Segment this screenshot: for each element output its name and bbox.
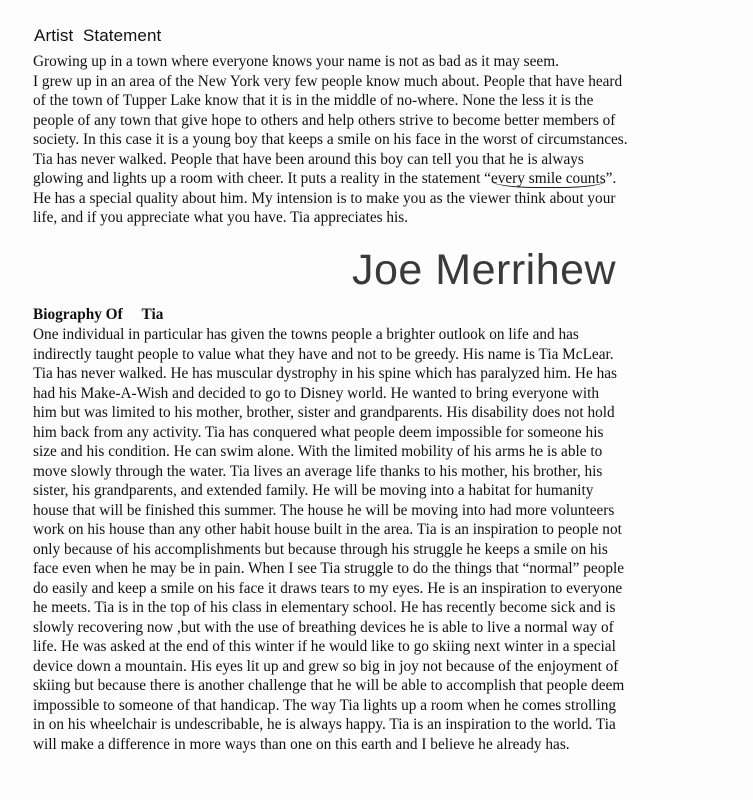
statement-line: I grew up in an area of the New York very few people know much about. People that have heard	[33, 72, 623, 90]
biography-line: him back from any activity. Tia has conquered what people deem impossible for someone his	[33, 423, 604, 441]
biography-line: only because of his accomplishments but because through his struggle he keeps a smile on his	[33, 540, 608, 558]
statement-line-with-quote	[33, 169, 745, 189]
biography-line: do easily and keep a smile on his face it draws tears to my eyes. He is an inspiration to everyone	[33, 579, 623, 597]
biography-body	[33, 325, 745, 754]
statement-line: Growing up in a town where everyone knows your name is not as bad as it may seem.	[33, 53, 559, 70]
biography-line: in on his wheelchair is undescribable, he is always happy. Tia is an inspiration to the world. Tia	[33, 716, 616, 733]
biography-line: will make a difference in more ways than one on this earth and I believe he already has.	[33, 735, 570, 753]
biography-line: impossible to someone of that handicap. The way Tia lights up a room when he comes strolling	[33, 696, 617, 714]
statement-line: people of any town that give hope to others and help others strive to become better members of	[33, 111, 616, 129]
biography-line: move slowly through the water. Tia lives an average life thanks to his mother, his brother, his	[33, 462, 603, 480]
statement-line: He has a special quality about him. My intension is to make you as the viewer think about your	[33, 189, 616, 207]
underlined-phrase: every smile counts	[490, 170, 606, 187]
biography-line: life. He was asked at the end of this winter if he would like to go skiing next winter in a special	[33, 638, 616, 655]
biography-line: Tia has never walked. He has muscular dystrophy in his spine which has paralyzed him. He has	[33, 365, 617, 382]
biography-line: work on his house than any other habit house built in the area. Tia is an inspiration to people not	[33, 521, 622, 538]
biography-line: sister, his grandparents, and extended family. He will be moving into a habitat for humanity	[33, 482, 594, 499]
biography-line: he meets. Tia is in the top of his class in elementary school. He has recently become sick and is	[33, 599, 616, 616]
biography-line: One individual in particular has given the towns people a brighter outlook on life and has	[33, 326, 579, 343]
biography-line: skiing but because there is another challenge that he will be able to accomplish that people deem	[33, 677, 625, 694]
biography-line: slowly recovering now ,but with the use of breathing devices he is able to live a normal way of	[33, 618, 614, 636]
statement-line-end: ”.	[605, 170, 617, 187]
statement-line-start: glowing and lights up a room with cheer. It puts a reality in the statement “	[33, 170, 491, 187]
biography-line: face even when he may be in pain. When I see Tia struggle to do the things that “normal” people	[33, 560, 625, 577]
statement-line: of the town of Tupper Lake know that it is in the middle of no-where. None the less it is the	[33, 92, 594, 109]
statement-line: society. In this case it is a young boy that keeps a smile on his face in the worst of circumstances.	[33, 131, 628, 148]
artist-name-signature: Joe Merrihew	[352, 246, 617, 294]
biography-line: size and his condition. He can swim alone. With the limited mobility of his arms he is able to	[33, 443, 603, 460]
biography-line: indirectly taught people to value what they have and not to be greedy. His name is Tia McLear.	[33, 345, 614, 363]
biography-heading: Biography Of Tia	[33, 306, 164, 323]
biography-line: device down a mountain. His eyes lit up and grew so big in joy not because of the enjoyment of	[33, 657, 619, 675]
biography-line: had his Make-A-Wish and decided to go to Disney world. He wanted to bring everyone with	[33, 384, 600, 402]
artist-statement-heading: Artist Statement	[34, 26, 162, 45]
statement-line: life, and if you appreciate what you have. Tia appreciates his.	[33, 209, 409, 226]
statement-line: Tia has never walked. People that have been around this boy can tell you that he is always	[33, 150, 584, 168]
biography-line: house that will be finished this summer. The house he will be moving into had more volunteers	[33, 501, 615, 519]
biography-line: him but was limited to his mother, brother, sister and grandparents. His disability does not hold	[33, 404, 615, 421]
artist-statement-body	[33, 52, 745, 228]
